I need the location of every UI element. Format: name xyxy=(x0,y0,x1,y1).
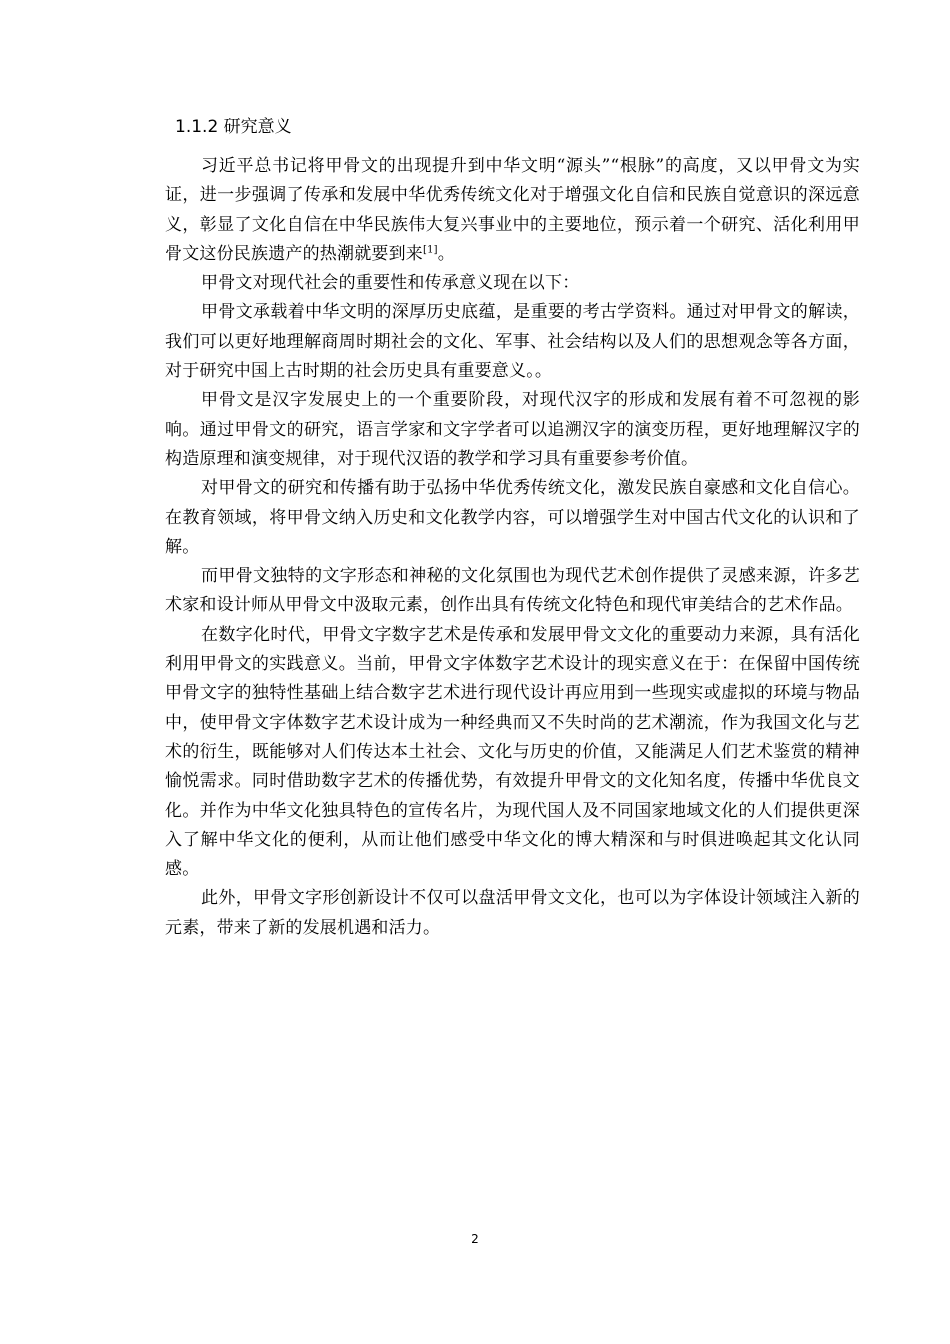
citation-reference[interactable]: [1] xyxy=(423,244,438,256)
page-content xyxy=(165,112,860,943)
paragraph-4: 甲骨文是汉字发展史上的一个重要阶段，对现代汉字的形成和发展有着不可忽视的影响。通过甲骨文的研究，语言学家和文字学者可以追溯汉字的演变历程，更好地理解汉字的构造原理和演变规律，对于现代汉语的教学和学习具有重要参考价值。 xyxy=(165,390,860,469)
paragraph-7: 在数字化时代，甲骨文字数字艺术是传承和发展甲骨文文化的重要动力来源，具有活化利用甲骨文的实践意义。当前，甲骨文字体数字艺术设计的现实意义在于：在保留中国传统甲骨文字的独特性基础上结合数字艺术进行现代设计再应用到一些现实或虚拟的环境与物品中，使甲骨文字体数字艺术设计成为一种经典而又不失时尚的艺术潮流，作为我国文化与艺术的衍生，既能够对人们传达本土社会、文化与历史的价值，又能满足人们艺术鉴赏的精神愉悦需求。同时借助数字艺术的传播优势，有效提升甲骨文的文化知名度，传播中华优良文化。并作为中华文化独具特色的宣传名片，为现代国人及不同国家地域文化的人们提供更深入了解中华文化的便利，从而让他们感受中华文化的博大精深和与时俱进唤起其文化认同感。 xyxy=(165,624,860,880)
paragraph-tail: 。 xyxy=(437,243,455,264)
page-number: 2 xyxy=(471,1232,479,1246)
paragraph-8: 此外，甲骨文字形创新设计不仅可以盘活甲骨文文化，也可以为字体设计领域注入新的元素，带来了新的发展机遇和活力。 xyxy=(165,888,860,938)
paragraph-6: 而甲骨文独特的文字形态和神秘的文化氛围也为现代艺术创作提供了灵感来源，许多艺术家和设计师从甲骨文中汲取元素，创作出具有传统文化特色和现代审美结合的艺术作品。 xyxy=(165,566,860,616)
section-heading: 1.1.2 研究意义 xyxy=(175,117,292,137)
paragraph-1 xyxy=(165,152,860,269)
paragraph-5: 对甲骨文的研究和传播有助于弘扬中华优秀传统文化，激发民族自豪感和文化自信心。在教育领域，将甲骨文纳入历史和文化教学内容，可以增强学生对中国古代文化的认识和了解。 xyxy=(165,478,860,557)
paragraph-2: 甲骨文对现代社会的重要性和传承意义现在以下： xyxy=(201,273,580,294)
paragraph-text: 习近平总书记将甲骨文的出现提升到中华文明“源头”“根脉”的高度，又以甲骨文为实证，进一步强调了传承和发展中华优秀传统文化对于增强文化自信和民族自觉意识的深远意义，彰显了文化自信在中华民族伟大复兴事业中的主要地位，预示着一个研究、活化利用甲骨文这份民族遗产的热潮就要到来 xyxy=(165,156,860,264)
paragraph-3: 甲骨文承载着中华文明的深厚历史底蕴，是重要的考古学资料。通过对甲骨文的解读，我们可以更好地理解商周时期社会的文化、军事、社会结构以及人们的思想观念等各方面，对于研究中国上古时期的社会历史具有重要意义。。 xyxy=(165,302,860,382)
